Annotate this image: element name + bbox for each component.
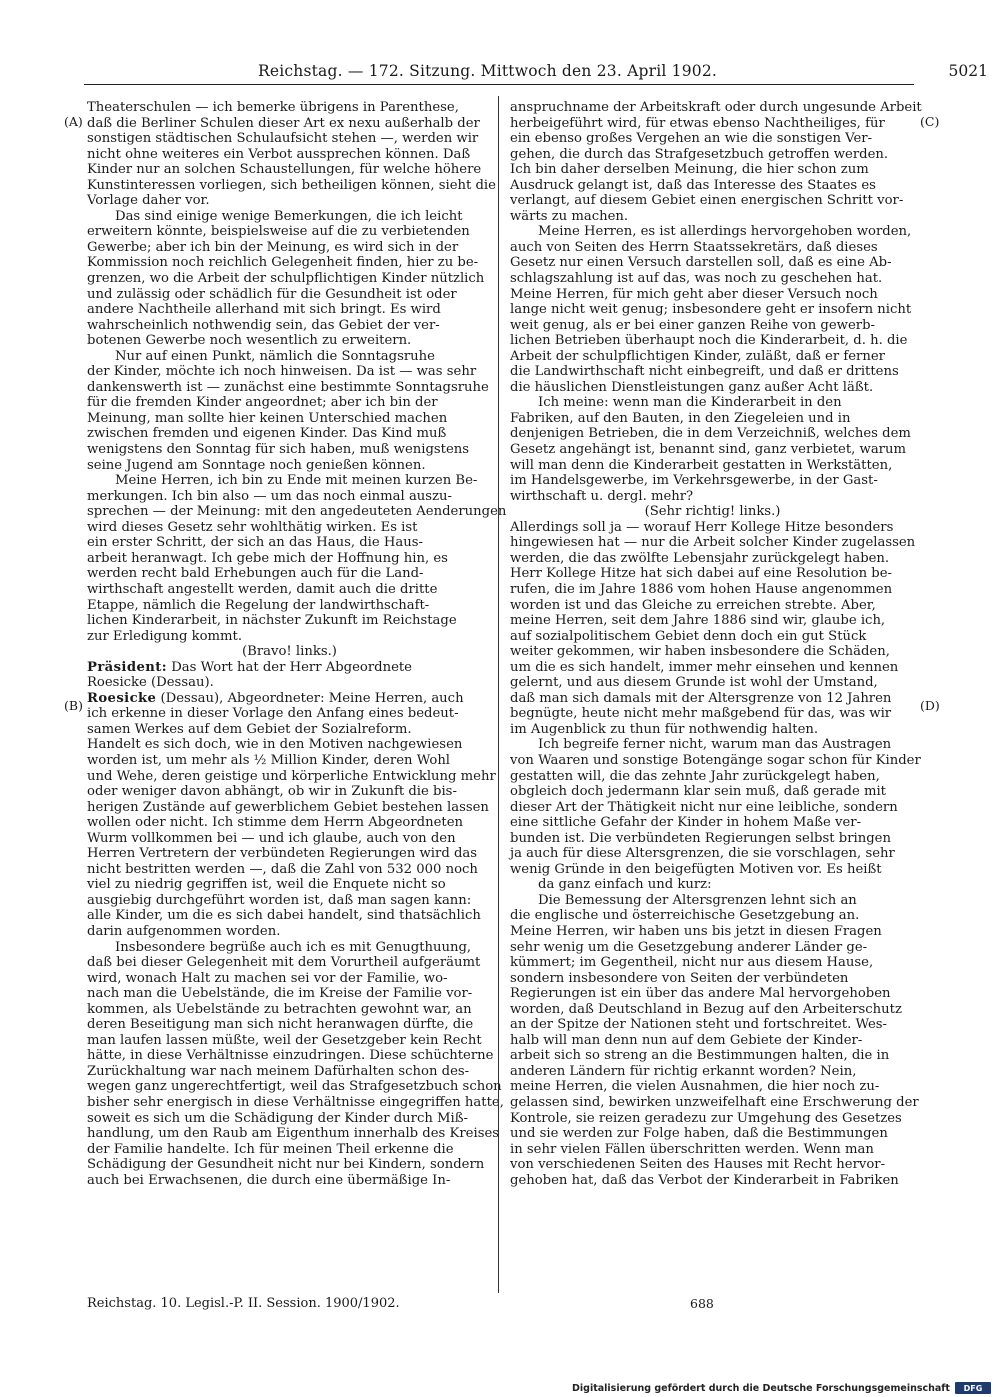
text-line: wollen oder nicht. Ich stimme dem Herrn Abgeordneten: [87, 815, 464, 831]
text-line: Meine Herren, ich bin zu Ende mit meinen kurzen Be-: [115, 473, 478, 489]
text-line: zur Erledigung kommt.: [87, 628, 243, 644]
text-line: sonstigen städtischen Schulaufsicht stehen —, werden wir: [87, 131, 479, 147]
footer-session-info: Reichstag. 10. Legisl.-P. II. Session. 1900/1902.: [87, 1296, 400, 1311]
text-line: Fabriken, auf den Bauten, in den Ziegeleien und in: [510, 410, 851, 426]
text-line: Handelt es sich doch, wie in den Motiven nachgewiesen: [87, 737, 463, 753]
text-line: gelernt, und aus diesem Grunde ist wohl der Umstand,: [510, 675, 878, 691]
text-line: Vorlage daher vor.: [87, 193, 210, 209]
text-line: Ich bin daher derselben Meinung, die hier schon zum: [510, 162, 869, 178]
text-line: werden recht bald Erhebungen auch für die Land-: [87, 566, 424, 582]
text-line: ein erster Schritt, der sich an das Haus, die Haus-: [87, 535, 423, 551]
text-line: (Sehr richtig! links.): [644, 504, 781, 520]
text-line: begnügte, heute nicht mehr maßgebend für das, was wir: [510, 706, 892, 722]
text-line: botenen Gewerbe noch wesentlich zu erweitern.: [87, 333, 412, 349]
text-line: Etappe, nämlich die Regelung der landwirthschaft-: [87, 597, 430, 613]
text-line: arbeit heranwagt. Ich gebe mich der Hoffnung hin, es: [87, 550, 448, 566]
text-line: weit genug, als er bei einer ganzen Reihe von gewerb-: [510, 317, 875, 333]
text-line: andere Nachtheile allerhand mit sich bringt. Es wird: [87, 302, 441, 318]
text-line: deren Beseitigung man sich nicht heranwagen dürfte, die: [87, 1017, 474, 1033]
text-line: die häuslichen Dienstleistungen ganz außer Acht läßt.: [510, 379, 874, 395]
text-line: Meine Herren, es ist allerdings hervorgehoben worden,: [538, 224, 912, 240]
text-line: wärts zu machen.: [510, 208, 629, 224]
text-line: erweitern könnte, beispielsweise auf die zu verbietenden: [87, 224, 470, 240]
text-line: seine Jugend am Sonntage noch genießen können.: [87, 457, 426, 473]
left-column: [87, 100, 507, 1188]
text-line: ja auch für diese Altersgrenzen, die sie vorschlagen, sehr: [510, 846, 895, 862]
text-line: nach man die Uebelstände, die im Kreise der Familie vor-: [87, 986, 473, 1002]
text-line: man laufen lassen müßte, weil der Gesetzgeber kein Recht: [87, 1032, 482, 1048]
text-line: Präsident: Das Wort hat der Herr Abgeordnete: [87, 659, 412, 675]
text-line: Nur auf einen Punkt, nämlich die Sonntagsruhe: [115, 348, 435, 364]
speaker-name: Roesicke: [87, 690, 157, 706]
text-line: von Waaren und sonstige Botengänge sogar schon für Kinder: [510, 752, 921, 768]
text-line: ein ebenso großes Vergehen an wie die sonstigen Ver-: [510, 131, 873, 147]
text-line: herbeigeführt wird, für etwas ebenso Nachtheiliges, für: [510, 115, 885, 131]
text-line: daß bei dieser Gelegenheit mit dem Vorurtheil aufgeräumt: [87, 955, 481, 971]
text-line: schlagszahlung ist auf das, was noch zu geschehen hat.: [510, 271, 883, 287]
text-line: worden, daß Deutschland in Bezug auf den Arbeiterschutz: [510, 1001, 902, 1017]
text-line: Herr Kollege Hitze hat sich dabei auf eine Resolution be-: [510, 566, 892, 582]
text-line: wenigstens den Sonntag für sich haben, muß wenigstens: [87, 442, 470, 458]
text-line: auch bei Erwachsenen, die durch eine übermäßige In-: [87, 1172, 451, 1188]
column-divider: [498, 96, 499, 1293]
text-line: gehoben hat, daß das Verbot der Kinderarbeit in Fabriken: [510, 1172, 899, 1188]
text-line: sehr wenig um die Gesetzgebung anderer Länder ge-: [510, 939, 868, 955]
text-line: und zulässig oder schädlich für die Gesundheit ist oder: [87, 286, 457, 302]
text-line: ich erkenne in dieser Vorlage den Anfang eines bedeut-: [87, 706, 459, 722]
text-line: Allerdings soll ja — worauf Herr Kollege Hitze besonders: [510, 519, 894, 535]
text-line: für die fremden Kinder angeordnet; aber ich bin der: [87, 395, 438, 411]
text-line: Theaterschulen — ich bemerke übrigens in Parenthese,: [87, 100, 459, 115]
text-line: und Wehe, deren geistige und körperliche Entwicklung mehr: [87, 768, 496, 784]
text-line: Meinung, man sollte hier keinen Unterschied machen: [87, 410, 448, 426]
text-line: gehen, die durch das Strafgesetzbuch getroffen werden.: [510, 146, 889, 162]
text-line: auch von Seiten des Herrn Staatssekretärs, daß dieses: [510, 239, 878, 255]
text-line: eine sittliche Gefahr der Kinder in hohem Maße ver-: [510, 815, 862, 831]
text-line: meine Herren, seit dem Jahre 1886 sind wir, glaube ich,: [510, 613, 886, 629]
funding-banner-text: Digitalisierung gefördert durch die Deutsche Forschungsgemeinschaft: [572, 1382, 950, 1394]
margin-marker-d: (D): [920, 698, 940, 713]
text-line: dankenswerth ist — zunächst eine bestimmte Sonntagsruhe: [87, 379, 489, 395]
page-number: 5021: [948, 62, 988, 80]
text-line: Ich begreife ferner nicht, warum man das Austragen: [538, 737, 892, 753]
text-line: werden, die das zwölfte Lebensjahr zurückgelegt haben.: [510, 550, 890, 566]
dfg-logo-icon: DFG: [955, 1382, 991, 1394]
text-line: Meine Herren, wir haben uns bis jetzt in diesen Fragen: [510, 923, 882, 939]
text-line: sondern insbesondere von Seiten der verbündeten: [510, 970, 849, 986]
text-line: Roesicke (Dessau), Abgeordneter: Meine Herren, auch: [87, 690, 464, 706]
text-line: lichen Kinderarbeit, in nächster Zukunft im Reichstage: [87, 613, 457, 629]
text-line: kümmert; im Gegentheil, nicht nur aus diesem Hause,: [510, 955, 874, 971]
text-line: handlung, um den Raub am Eigenthum innerhalb des Kreises: [87, 1126, 500, 1142]
text-line: Regierungen ist ein über das andere Mal hervorgehoben: [510, 986, 891, 1002]
margin-marker-b: (B): [64, 698, 83, 713]
text-line: im Augenblick zu thun für nothwendig halten.: [510, 721, 819, 737]
text-line: um die es sich handelt, immer mehr einsehen und kennen: [510, 659, 899, 675]
text-line: Kontrole, sie reizen geradezu zur Umgehung des Gesetzes: [510, 1110, 902, 1126]
text-line: samen Werkes auf dem Gebiet der Sozialreform.: [87, 721, 412, 737]
text-line: Arbeit der schulpflichtigen Kinder, zuläßt, daß er ferner: [510, 348, 885, 364]
text-line: darin aufgenommen worden.: [87, 923, 281, 939]
text-line: Roesicke (Dessau).: [87, 675, 214, 691]
text-line: worden ist, um mehr als ½ Million Kinder, deren Wohl: [87, 752, 451, 768]
text-line: bunden ist. Die verbündeten Regierungen selbst bringen: [510, 830, 891, 846]
text-line: lichen Betrieben überhaupt noch die Kinderarbeit, d. h. die: [510, 333, 908, 349]
text-line: Ich meine: wenn man die Kinderarbeit in den: [538, 395, 842, 411]
text-line: anderen Ländern für richtig erkannt worden? Nein,: [510, 1063, 857, 1079]
text-line: (Bravo! links.): [242, 644, 337, 660]
text-line: nicht ohne weiteres ein Verbot aussprechen können. Daß: [87, 146, 471, 162]
text-line: Schädigung der Gesundheit nicht nur bei Kindern, sondern: [87, 1157, 485, 1173]
text-line: der Kinder, möchte ich noch hinweisen. Da ist — was sehr: [87, 364, 477, 380]
margin-marker-c: (C): [920, 114, 940, 129]
text-line: bisher sehr energisch in diese Verhältnisse eingegriffen hatte,: [87, 1095, 504, 1110]
right-column: [510, 100, 922, 1188]
text-line: und sie werden zur Folge haben, daß die Bestimmungen: [510, 1126, 888, 1142]
text-line: ausgiebig durchgeführt worden ist, daß man sagen kann:: [87, 892, 472, 908]
text-line: kommen, als Uebelstände zu betrachten gewohnt war, an: [87, 1001, 472, 1017]
text-line: arbeit sich so streng an die Bestimmungen halten, die in: [510, 1048, 890, 1064]
text-line: sprechen — der Meinung: mit den angedeuteten Aenderungen: [87, 504, 507, 520]
text-line: Wurm vollkommen bei — und ich glaube, auch von den: [87, 830, 456, 846]
text-line: Herren Vertretern der verbündeten Regierungen wird das: [87, 846, 478, 862]
text-line: obgleich doch jedermann klar sein muß, daß gerade mit: [510, 784, 886, 800]
text-line: meine Herren, die vielen Ausnahmen, die hier noch zu-: [510, 1079, 880, 1095]
text-line: in sehr vielen Fällen überschritten werden. Wenn man: [510, 1141, 874, 1157]
text-line: Gewerbe; aber ich bin der Meinung, es wird sich in der: [87, 239, 459, 255]
text-line: die englische und österreichische Gesetzgebung an.: [510, 908, 860, 924]
text-line: herigen Zustände auf gewerblichem Gebiet bestehen lassen: [87, 799, 489, 815]
text-line: Kunstinteressen vorliegen, sich betheiligen können, sieht die: [87, 177, 496, 193]
funding-banner: [572, 1381, 991, 1395]
text-line: Insbesondere begrüße auch ich es mit Genugthuung,: [115, 939, 472, 955]
text-line: merkungen. Ich bin also — um das noch einmal auszu-: [87, 488, 452, 504]
text-line: daß man sich damals mit der Altersgrenze von 12 Jahren: [510, 690, 892, 706]
running-title: Reichstag. — 172. Sitzung. Mittwoch den 23. April 1902.: [258, 62, 718, 80]
text-line: oder weniger davon abhängt, ob wir in Zukunft die bis-: [87, 784, 457, 800]
text-line: verlangt, auf diesem Gebiet einen energischen Schritt vor-: [510, 193, 904, 209]
text-line: zwischen fremden und eigenen Kinder. Das Kind muß: [87, 426, 447, 442]
text-line: will man denn die Kinderarbeit gestatten in Werkstätten,: [510, 457, 893, 473]
text-line: Ausdruck gelangt ist, daß das Interesse des Staates es: [510, 177, 876, 193]
text-line: hingewiesen hat — nur die Arbeit solcher Kinder zugelassen: [510, 535, 916, 551]
text-line: denjenigen Betrieben, die in dem Verzeichniß, welches dem: [510, 426, 911, 442]
speaker-name: Präsident:: [87, 659, 168, 675]
text-line: wird, wonach Halt zu machen sei vor der Familie, wo-: [87, 970, 448, 986]
text-line: auf sozialpolitischem Gebiet denn doch ein gut Stück: [510, 628, 867, 644]
text-line: wenig Gründe in den beigefügten Motiven vor. Es heißt: [510, 861, 882, 877]
text-line: viel zu niedrig gegriffen ist, weil die Enquete nicht so: [87, 877, 446, 893]
text-line: rufen, die im Jahre 1886 vom hohen Hause angenommen: [510, 581, 893, 597]
text-line: wegen ganz ungerechtfertigt, weil das Strafgesetzbuch schon: [87, 1079, 502, 1095]
text-line: Kommission noch reichlich Gelegenheit finden, hier zu be-: [87, 255, 479, 271]
text-line: hätte, in diese Verhältnisse einzudringen. Diese schüchterne: [87, 1048, 494, 1064]
text-line: wirthschaft angestellt werden, damit auch die dritte: [87, 581, 438, 597]
text-line: grenzen, wo die Arbeit der schulpflichtigen Kinder nützlich: [87, 271, 485, 287]
text-line: Meine Herren, für mich geht aber dieser Versuch noch: [510, 286, 878, 302]
text-line: wird dieses Gesetz sehr wohlthätig wirken. Es ist: [87, 519, 418, 535]
text-line: an der Spitze der Nationen steht und fortschreitet. Wes-: [510, 1017, 887, 1033]
text-line: da ganz einfach und kurz:: [538, 877, 712, 893]
text-line: worden ist und das Gleiche zu erreichen strebte. Aber,: [510, 597, 876, 613]
text-line: Gesetz nur einen Versuch darstellen soll, daß es eine Ab-: [510, 255, 892, 271]
text-line: soweit es sich um die Schädigung der Kinder durch Miß-: [87, 1110, 469, 1126]
text-line: Gesetz angehängt ist, benannt sind, ganz verbietet, warum: [510, 442, 906, 458]
text-line: daß die Berliner Schulen dieser Art ex nexu außerhalb der: [87, 115, 480, 131]
header-rule: [84, 84, 914, 85]
text-line: weiter gekommen, wir haben insbesondere die Schäden,: [510, 644, 890, 660]
text-line: lange nicht weit genug; insbesondere geht er insofern nicht: [510, 302, 912, 318]
text-line: wirthschaft u. dergl. mehr?: [510, 488, 694, 504]
text-line: der Familie handelte. Ich für meinen Theil erkenne die: [87, 1141, 454, 1157]
text-line: nicht bestritten werden —, daß die Zahl von 532 000 noch: [87, 861, 478, 877]
text-line: Die Bemessung der Altersgrenzen lehnt sich an: [538, 892, 857, 908]
footer-sheet-number: 688: [690, 1296, 714, 1311]
text-line: halb will man denn nun auf dem Gebiete der Kinder-: [510, 1032, 863, 1048]
text-line: Kinder nur an solchen Schaustellungen, für welche höhere: [87, 162, 482, 178]
text-line: alle Kinder, um die es sich dabei handelt, sind thatsächlich: [87, 908, 481, 924]
text-line: die Landwirthschaft nicht einbegreift, und daß er drittens: [510, 364, 899, 380]
text-line: wahrscheinlich nothwendig sein, das Gebiet der ver-: [87, 317, 440, 333]
text-line: dieser Art der Thätigkeit nicht nur eine leibliche, sondern: [510, 799, 898, 815]
text-line: Zurückhaltung war nach meinem Dafürhalten schon des-: [87, 1063, 470, 1079]
text-line: gelassen sind, bewirken unzweifelhaft eine Erschwerung der: [510, 1095, 919, 1110]
text-line: Das sind einige wenige Bemerkungen, die ich leicht: [115, 208, 463, 224]
text-line: von verschiedenen Seiten des Hauses mit Recht hervor-: [510, 1157, 886, 1173]
margin-marker-a: (A): [64, 114, 83, 129]
text-line: gestatten will, die das zehnte Jahr zurückgelegt haben,: [510, 768, 880, 784]
text-line: anspruchname der Arbeitskraft oder durch ungesunde Arbeit: [510, 100, 922, 115]
text-line: im Handelsgewerbe, im Verkehrsgewerbe, in der Gast-: [510, 473, 878, 489]
